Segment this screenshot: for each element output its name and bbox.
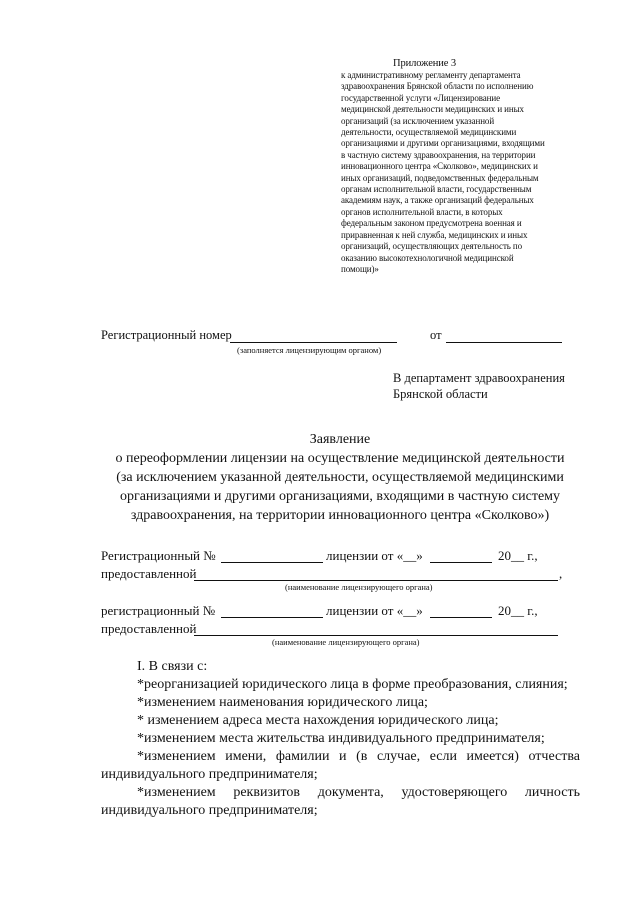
annex-line: органов исполнительной власти, в которых	[341, 206, 503, 217]
license1-month-field[interactable]	[430, 562, 492, 563]
title-line: (за исключением указанной деятельности, осуществляемой медицинскими	[116, 470, 564, 485]
annex-line: к административному регламенту департамента	[341, 70, 521, 80]
license1-number-field[interactable]	[221, 562, 323, 563]
license2-provided-label: предоставленной	[101, 621, 197, 636]
annex-line: иных организаций, подведомственных федеральным	[341, 172, 539, 183]
license1-provided-label: предоставленной	[101, 566, 197, 581]
annex-line: деятельности, осуществляемой медицинскими	[341, 127, 517, 138]
registration-date-label: от	[430, 328, 442, 342]
section-item: *реорганизацией юридического лица в форме преобразования, слияния;	[137, 677, 568, 692]
license2-authority-field[interactable]	[194, 635, 558, 636]
registration-number-field[interactable]	[230, 342, 397, 343]
annex-block	[341, 58, 579, 275]
registration-date-field[interactable]	[446, 342, 562, 343]
annex-heading: Приложение 3	[393, 58, 457, 69]
title-line: о переоформлении лицензии на осуществление медицинской деятельности	[115, 451, 565, 466]
section-item: *изменением реквизитов документа, удостоверяющего личность	[137, 785, 580, 800]
annex-line: здравоохранения Брянской области по исполнению	[341, 81, 534, 92]
document-title	[80, 430, 600, 525]
annex-line: академиям наук, а также организаций федеральных	[341, 195, 534, 206]
license1-from-label: лицензии от «__»	[326, 548, 423, 563]
title-heading: Заявление	[309, 432, 371, 447]
annex-line: оказанию высокотехнологичной медицинской	[341, 252, 514, 263]
annex-line: медицинской деятельности медицинских и иных	[341, 104, 524, 115]
registration-note: (заполняется лицензирующим органом)	[237, 345, 382, 355]
section-heading: I. В связи с:	[137, 659, 208, 674]
registration-label: Регистрационный номер	[101, 328, 232, 342]
license2-reg-label: регистрационный №	[101, 603, 216, 618]
section-item-continuation: индивидуального предпринимателя;	[101, 803, 318, 818]
annex-line: инновационного центра «Сколково», медицинских и	[341, 161, 538, 172]
section-item: *изменением места жительства индивидуального предпринимателя;	[137, 731, 545, 746]
license1-reg-label: Регистрационный №	[101, 548, 216, 563]
title-line: организациями и другими организациями, входящими в частную систему	[119, 489, 561, 504]
addressee-line: Брянской области	[393, 387, 488, 401]
addressee-line: В департамент здравоохранения	[393, 371, 565, 385]
license1-year: 20__ г.,	[498, 548, 538, 563]
annex-line: федеральным законом предусмотрена военная и	[341, 218, 522, 229]
annex-line: в частную систему здравоохранения, на территории	[341, 149, 536, 160]
section-item-continuation: индивидуального предпринимателя;	[101, 767, 318, 782]
license1-note: (наименование лицензирующего органа)	[285, 582, 433, 592]
section-item: * изменением адреса места нахождения юридического лица;	[137, 713, 499, 728]
annex-line: государственной услуги «Лицензирование	[341, 92, 501, 103]
annex-line: организаций, осуществляющих деятельность по	[341, 241, 523, 252]
section-item: *изменением имени, фамилии и (в случае, если имеется) отчества	[137, 749, 580, 764]
addressee-block	[393, 370, 565, 402]
license2-year: 20__ г.,	[498, 603, 538, 618]
license1-authority-field[interactable]	[194, 580, 558, 581]
license2-from-label: лицензии от «__»	[326, 603, 423, 618]
annex-line: приравненная к ней служба, медицинских и иных	[341, 229, 528, 240]
license2-month-field[interactable]	[430, 617, 492, 618]
section-item: *изменением наименования юридического лица;	[137, 695, 428, 710]
license2-number-field[interactable]	[221, 617, 323, 618]
license2-note: (наименование лицензирующего органа)	[272, 637, 420, 647]
license1-end-mark: ,	[559, 566, 563, 581]
annex-line: организациями и другими организациями, входящими	[341, 138, 545, 149]
annex-line: органам исполнительной власти, государственным	[341, 184, 532, 195]
annex-line: организаций (за исключением указанной	[341, 115, 495, 126]
title-line: здравоохранения, на территории инновационного центра «Сколково»)	[130, 508, 550, 523]
annex-line: помощи)»	[341, 263, 379, 274]
